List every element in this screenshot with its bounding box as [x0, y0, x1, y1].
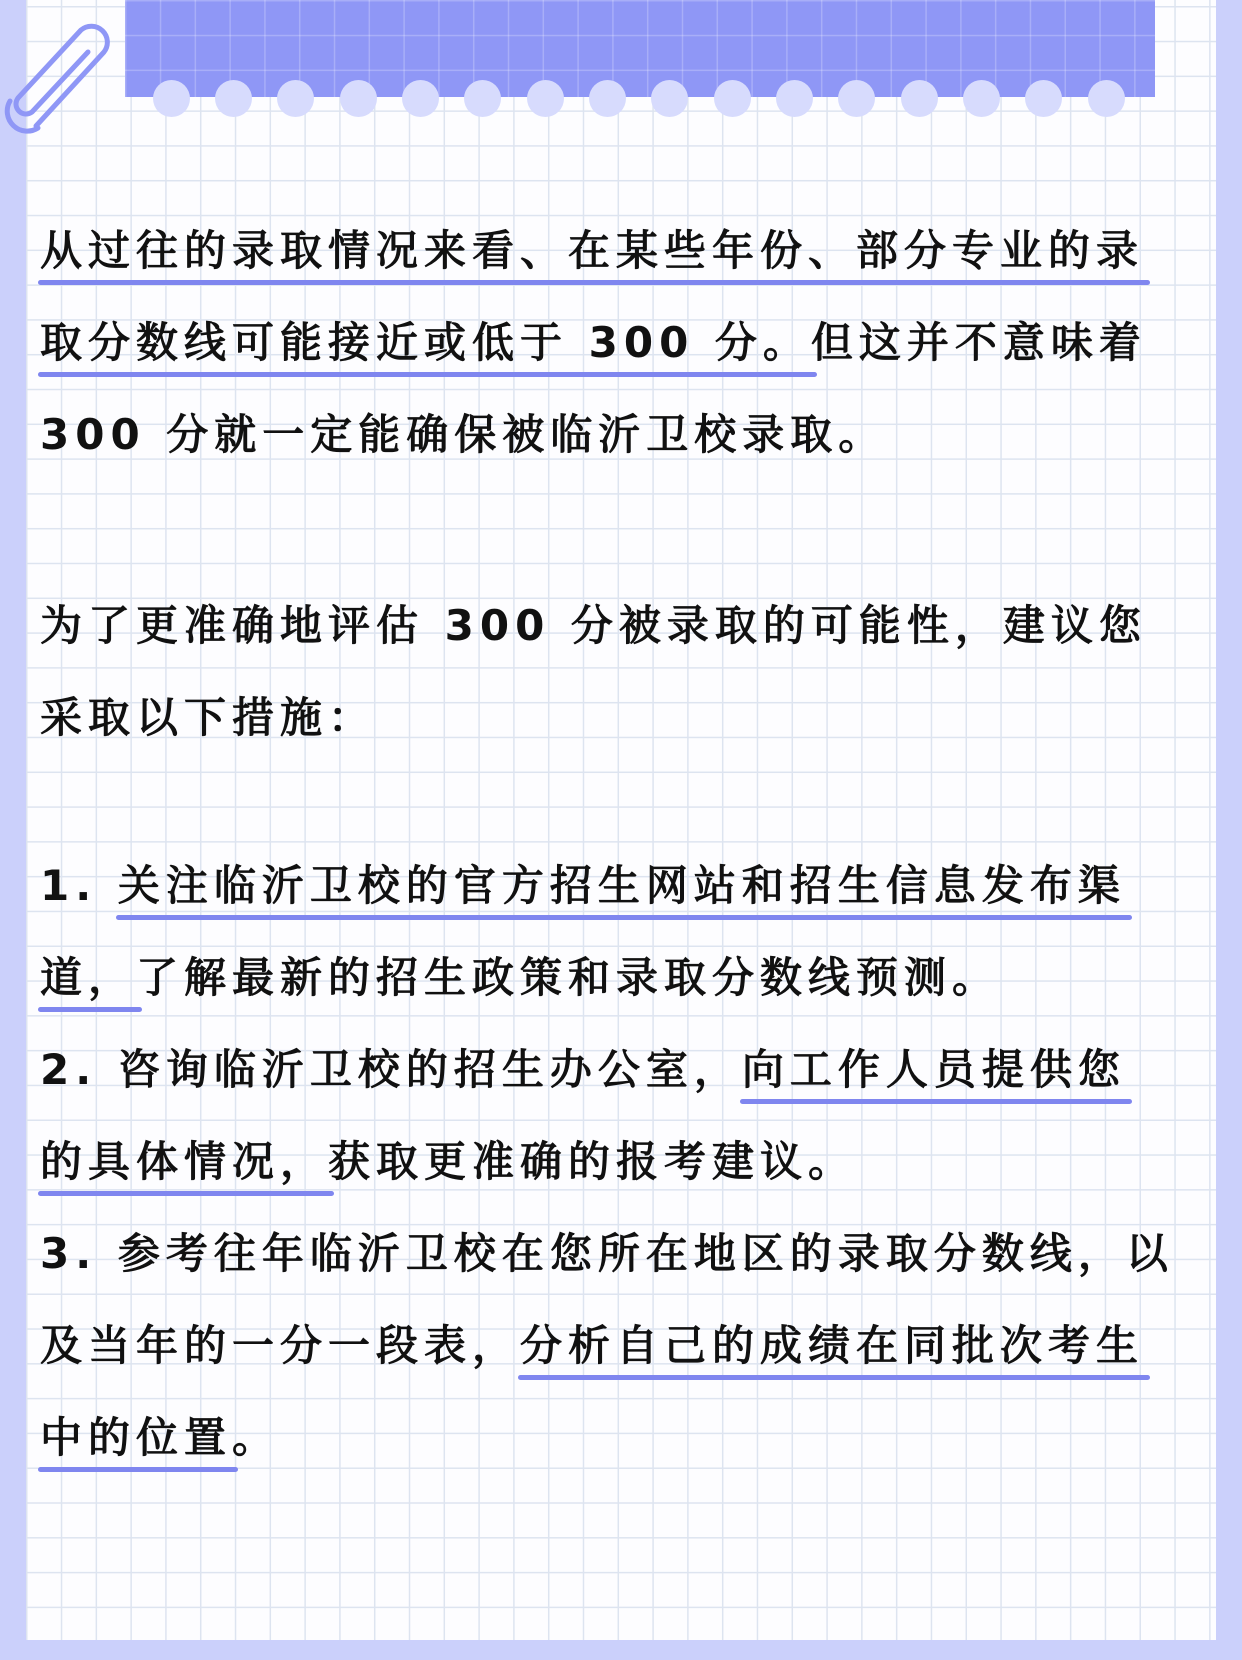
- binder-hole: [838, 80, 875, 117]
- underlined-text: 分析自己的成绩在同批次考生: [520, 1300, 1144, 1392]
- text-line: 300 分就一定能确保被临沂卫校录取。: [40, 410, 887, 459]
- binder-hole: [1025, 80, 1062, 117]
- plain-text: 。: [232, 1413, 281, 1462]
- binder-hole: [589, 80, 626, 117]
- text-line: 为了更准确地评估 300 分被录取的可能性，建议您: [40, 601, 1147, 650]
- binder-hole: [714, 80, 751, 117]
- list-item-3: [40, 1208, 1220, 1300]
- list-item-3-end: [40, 1392, 1220, 1484]
- header-band: [125, 0, 1155, 97]
- intro-paragraph: [40, 205, 1220, 481]
- binder-hole: [527, 80, 564, 117]
- list-number: 1.: [40, 861, 118, 910]
- text-line: [40, 297, 1220, 389]
- underlined-text: 向工作人员提供您: [742, 1024, 1126, 1116]
- list-item-2-cont: [40, 1116, 1220, 1208]
- list-item-1: [40, 840, 1220, 932]
- list-number: 3.: [40, 1229, 118, 1278]
- plain-text: 参考往年临沂卫校在您所在地区的录取分数线，以: [117, 1229, 1174, 1278]
- binder-hole: [402, 80, 439, 117]
- list-item-2: [40, 1024, 1220, 1116]
- binder-hole: [651, 80, 688, 117]
- plain-text: 获取更准确的报考建议。: [328, 1137, 857, 1186]
- underlined-text: 从过往的录取情况来看、在某些年份、部分专业的录: [40, 205, 1144, 297]
- underlined-text: 的具体情况，: [40, 1116, 328, 1208]
- binder-hole: [340, 80, 377, 117]
- binder-hole: [901, 80, 938, 117]
- binder-hole: [464, 80, 501, 117]
- binder-hole: [1088, 80, 1125, 117]
- binder-hole: [277, 80, 314, 117]
- underlined-text: 中的位置: [40, 1392, 232, 1484]
- binder-hole: [963, 80, 1000, 117]
- text-line: [40, 205, 1220, 297]
- plain-text: 但这并不意味着: [810, 318, 1147, 367]
- plain-text: 咨询临沂卫校的招生办公室，: [117, 1045, 742, 1094]
- binder-hole: [153, 80, 190, 117]
- plain-text: 了解最新的招生政策和录取分数线预测。: [136, 953, 1001, 1002]
- paperclip-icon: [4, 14, 124, 139]
- underlined-text: 取分数线可能接近或低于 300 分。: [40, 297, 811, 389]
- binder-hole: [215, 80, 252, 117]
- list-number: 2.: [40, 1045, 118, 1094]
- list-item-1-cont: [40, 932, 1220, 1024]
- measures-list: [40, 840, 1220, 1484]
- list-item-3-cont: [40, 1300, 1220, 1392]
- underlined-text: 关注临沂卫校的官方招生网站和招生信息发布渠: [118, 840, 1126, 932]
- plain-text: 及当年的一分一段表，: [40, 1321, 521, 1370]
- underlined-text: 道，: [40, 932, 136, 1024]
- binder-hole: [776, 80, 813, 117]
- advice-paragraph: [40, 580, 1220, 764]
- text-line: 采取以下措施：: [40, 693, 377, 742]
